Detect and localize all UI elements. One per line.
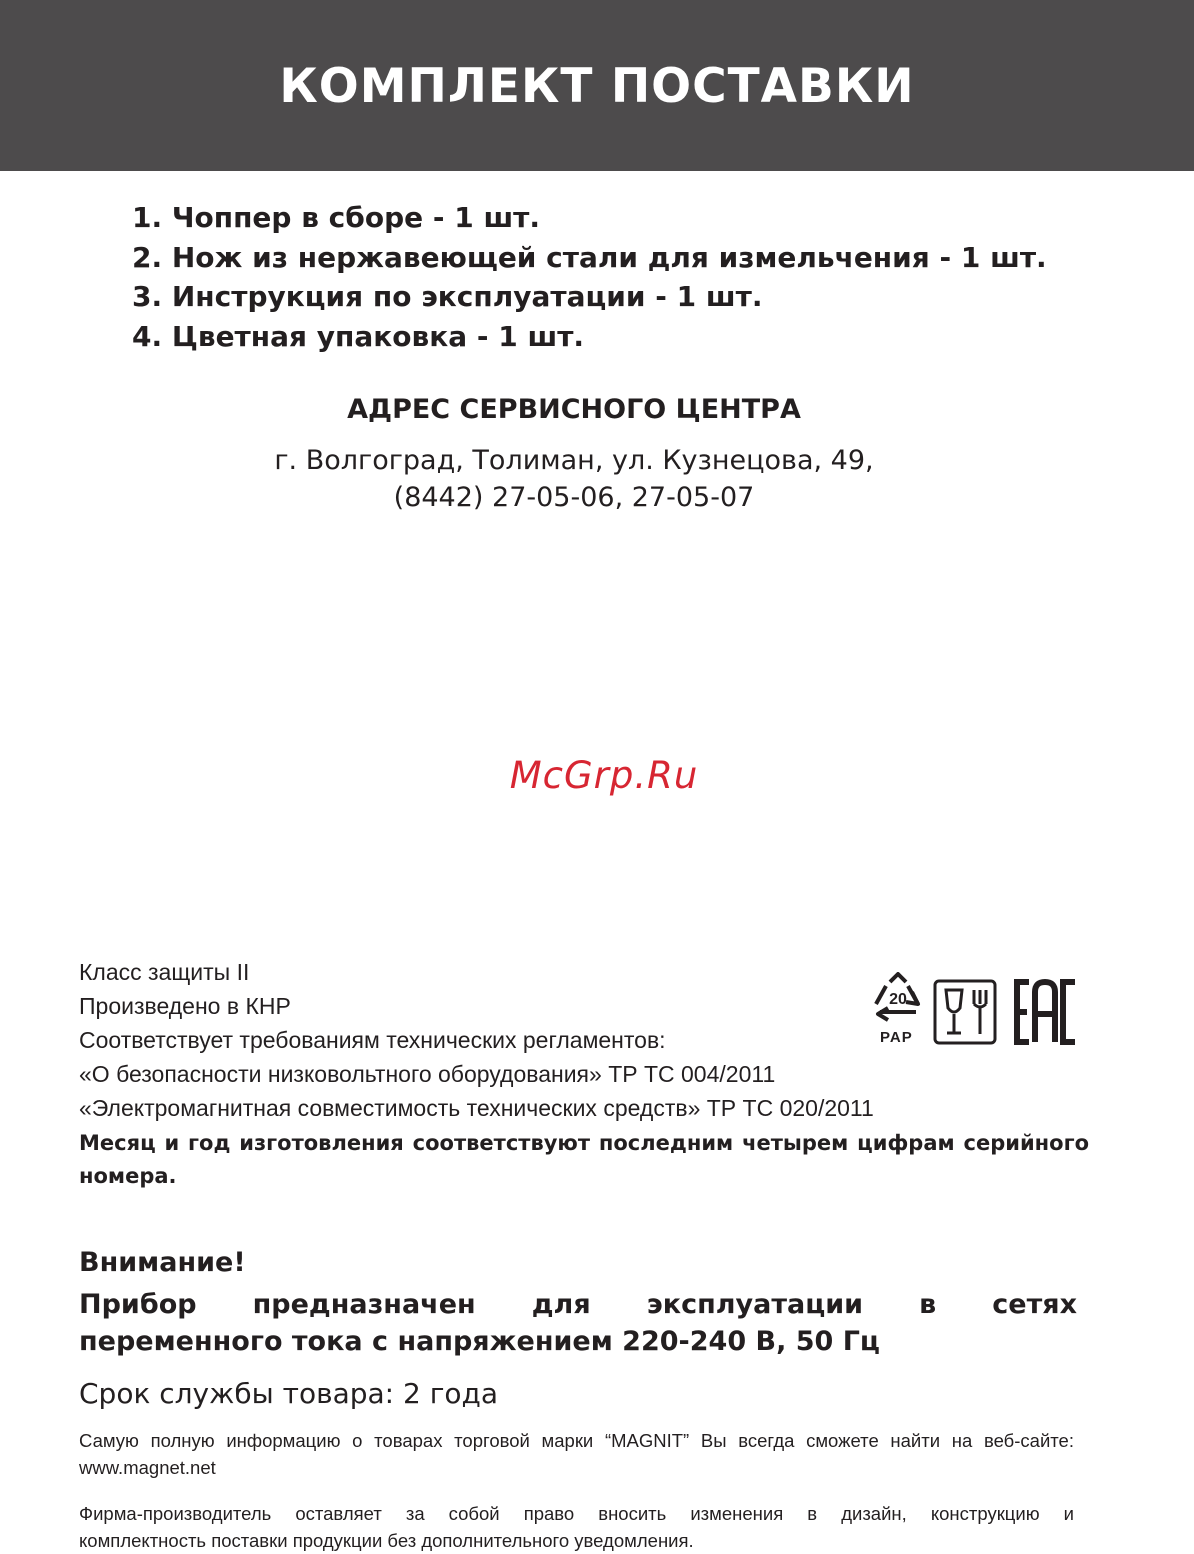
certification-marks — [868, 972, 1083, 1052]
service-center-address: г. Волгоград, Толиман, ул. Кузнецова, 49, — [274, 445, 874, 476]
list-item-text: Нож из нержавеющей стали для измельчения - 1 шт. — [171, 240, 1047, 274]
page-title: КОМПЛЕКТ ПОСТАВКИ — [279, 59, 915, 114]
list-item-text: Чоппер в сборе - 1 шт. — [171, 201, 541, 234]
svg-text:20: 20 — [889, 991, 907, 1008]
website-link[interactable]: www.magnet.net — [79, 1457, 216, 1478]
compliance-intro: Соответствует требованиям технических регламентов: — [79, 1027, 666, 1053]
list-item — [132, 317, 1047, 357]
disclaimer-text: Фирма-производитель оставляет за собой право вносить изменения в дизайн, конструкцию и — [79, 1503, 1074, 1524]
power-requirements-line: Прибор предназначен для эксплуатации в сетях — [79, 1289, 1077, 1320]
service-life: Срок службы товара: 2 года — [79, 1377, 499, 1410]
eac-mark-icon — [1013, 978, 1079, 1046]
list-item-number: 1. — [132, 201, 163, 234]
service-center-phones: (8442) 27-05-06, 27-05-07 — [393, 482, 755, 513]
kit-list — [132, 198, 1047, 356]
attention-title: Внимание! — [79, 1247, 246, 1278]
list-item — [132, 238, 1047, 278]
compliance-regulation: «О безопасности низковольтного оборудования» ТР ТС 004/2011 — [79, 1061, 776, 1087]
recycle-material-label: PAP — [880, 1029, 913, 1046]
power-requirements-line: переменного тока с напряжением 220-240 В, 50 Гц — [79, 1326, 880, 1357]
compliance-regulation: «Электромагнитная совместимость технических средств» ТР ТС 020/2011 — [79, 1095, 874, 1121]
disclaimer-text: комплектность поставки продукции без дополнительного уведомления. — [79, 1530, 694, 1551]
list-item-number: 3. — [132, 280, 163, 313]
list-item-text: Инструкция по эксплуатации - 1 шт. — [171, 280, 763, 313]
website-info-text: Самую полную информацию о товарах торговой марки “MAGNIT” Вы всегда сможете найти на веб-сайте: — [79, 1430, 1074, 1451]
list-item — [132, 198, 1047, 238]
manufacture-date-note: Месяц и год изготовления соответствуют последним четырем цифрам серийного номера. — [79, 1131, 1089, 1188]
country-of-origin: Произведено в КНР — [79, 993, 291, 1019]
service-center-title: АДРЕС СЕРВИСНОГО ЦЕНТРА — [347, 394, 801, 425]
website-info — [79, 1427, 1074, 1481]
disclaimer — [79, 1500, 1074, 1554]
food-safe-glass-fork-icon — [932, 978, 998, 1046]
header-bar — [0, 0, 1194, 171]
list-item-number: 2. — [132, 240, 163, 274]
protection-class: Класс защиты II — [79, 959, 250, 985]
list-item-text: Цветная упаковка - 1 шт. — [171, 319, 585, 353]
watermark-text: McGrp.Ru — [509, 754, 699, 797]
power-requirements — [79, 1286, 1077, 1360]
list-item-number: 4. — [132, 319, 163, 353]
list-item — [132, 277, 1047, 317]
